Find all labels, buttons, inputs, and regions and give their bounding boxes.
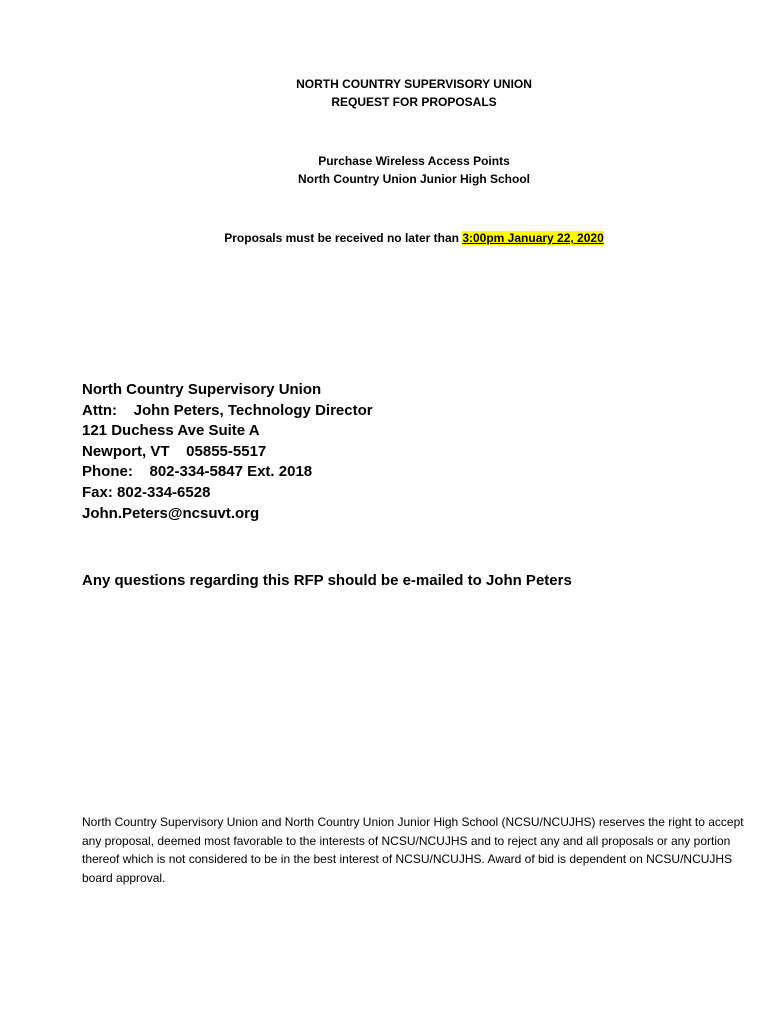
header-organization: NORTH COUNTRY SUPERVISORY UNION [296, 77, 532, 91]
contact-email: John.Peters@ncsuvt.org [82, 504, 260, 522]
document-header [0, 75, 770, 111]
subject-title: Purchase Wireless Access Points [318, 154, 510, 168]
questions-notice: Any questions regarding this RFP should be e-mailed to John Peters [82, 572, 572, 589]
contact-phone: Phone: 802-334-5847 Ext. 2018 [82, 463, 313, 481]
disclaimer-paragraph: North Country Supervisory Union and North Country Union Junior High School (NCSU/NCUJHS) reserves the right to accept any proposal, deemed most favorable to the interests of NCSU/NCUJHS and to reject any and all proposals or any portion thereof which is not considered to be in the best interest of NCSU/NCUJHS. Award of bid is dependent on NCSU/NCUJHS board approval. [82, 815, 744, 885]
contact-block [82, 380, 373, 524]
deadline-prefix: Proposals must be received no later than [224, 231, 459, 245]
proposal-subject [0, 152, 770, 188]
deadline-line [0, 229, 770, 247]
subject-school: North Country Union Junior High School [298, 172, 530, 186]
contact-city: Newport, VT 05855-5517 [82, 442, 267, 460]
deadline-date: 3:00pm January 22, 2020 [462, 231, 604, 245]
header-document-type: REQUEST FOR PROPOSALS [331, 95, 497, 109]
contact-attention: Attn: John Peters, Technology Director [82, 401, 373, 419]
contact-address: 121 Duchess Ave Suite A [82, 422, 260, 440]
contact-fax: Fax: 802-334-6528 [82, 483, 211, 501]
contact-organization: North Country Supervisory Union [82, 381, 322, 398]
